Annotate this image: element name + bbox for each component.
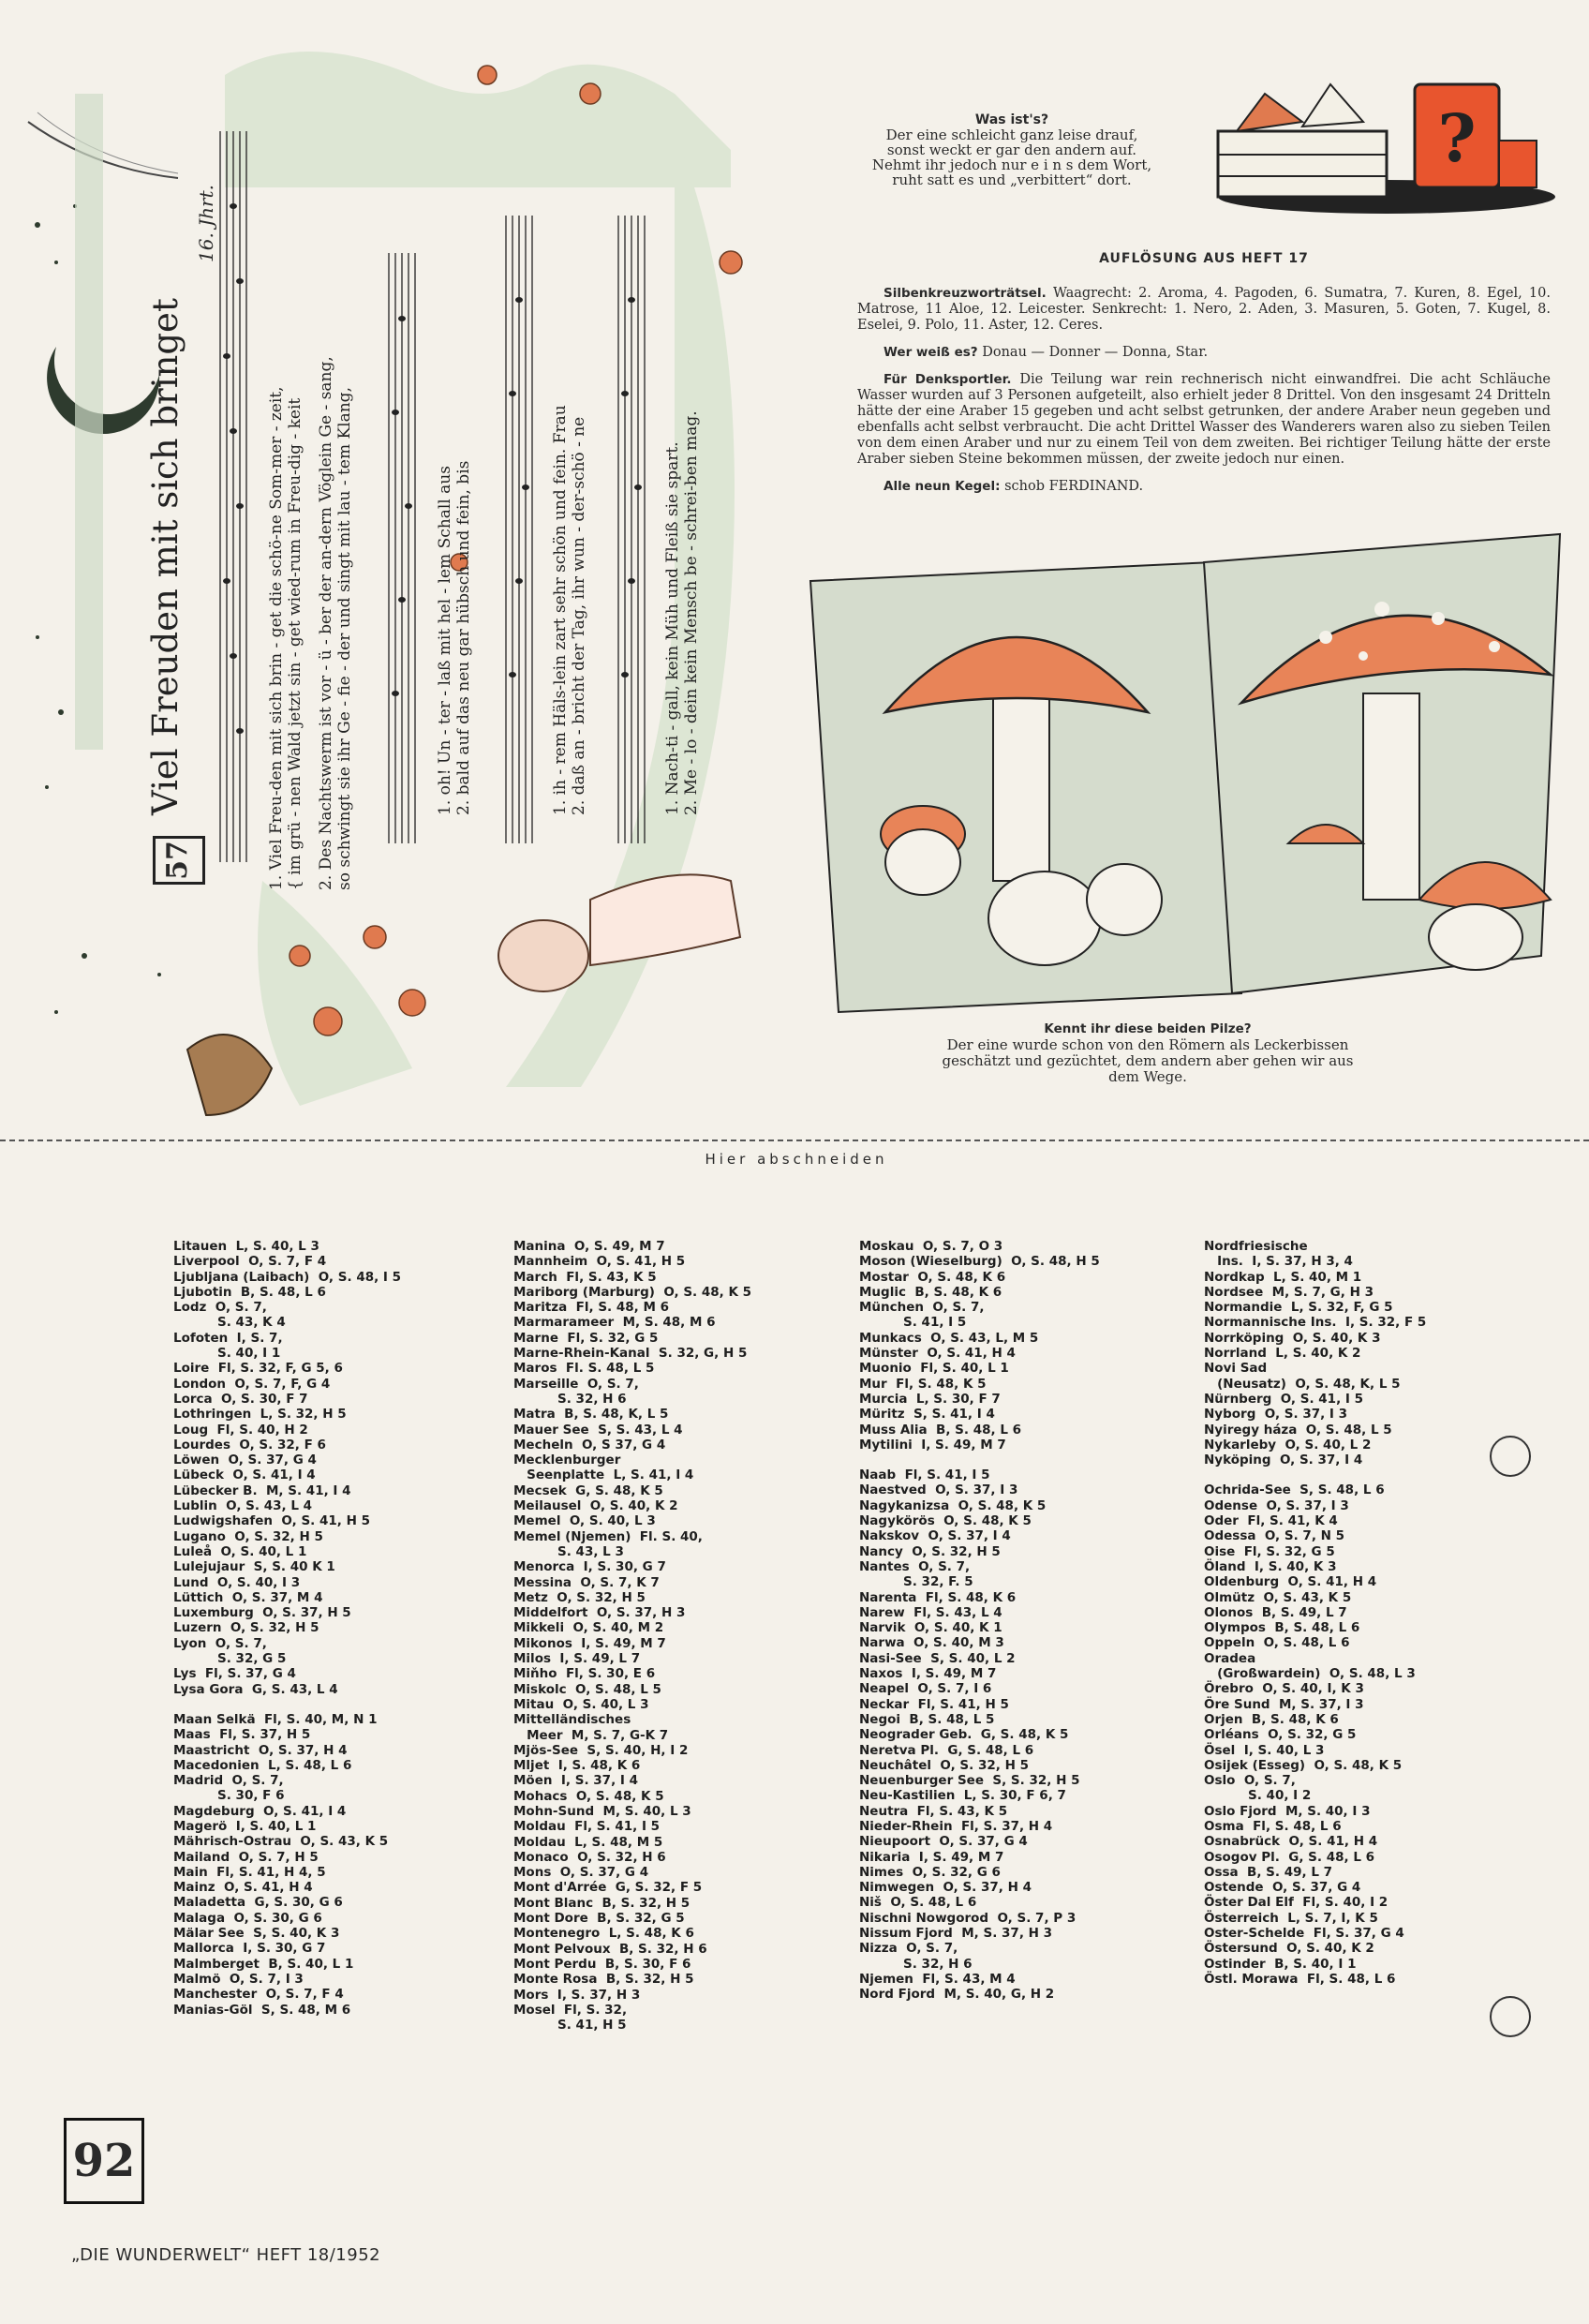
index-entry: Maan Selkä Fl, S. 40, M, N 1 bbox=[173, 1711, 378, 1727]
index-entry: Nantes O, S. 7, bbox=[859, 1558, 971, 1574]
index-entry: Lofoten I, S. 7, bbox=[173, 1330, 283, 1346]
mushroom-caption-text: Der eine wurde schon von den Römern als Leckerbissen geschätzt und gezüchtet, dem andern aber gehen wir aus dem Wege. bbox=[942, 1036, 1354, 1085]
index-entry: Lublin O, S. 43, L 4 bbox=[173, 1498, 313, 1514]
index-entry: Mauer See S, S. 43, L 4 bbox=[513, 1422, 683, 1438]
index-entry: Negoi B, S. 48, L 5 bbox=[859, 1711, 995, 1727]
index-column-2 bbox=[513, 1239, 851, 2033]
index-entry: Neretva Pl. G, S. 48, L 6 bbox=[859, 1742, 1034, 1758]
mushroom-illustration bbox=[801, 525, 1569, 1021]
index-entry: Mittelländisches bbox=[513, 1712, 631, 1728]
index-entry: Ochrida-See S, S. 48, L 6 bbox=[1204, 1482, 1385, 1498]
punch-hole bbox=[1490, 1996, 1531, 2037]
index-entry: Normandie L, S. 32, F, G 5 bbox=[1204, 1300, 1393, 1316]
solution-text: Waagrecht: 2. Aroma, 4. Pagoden, 6. Sumatra, 7. Kuren, 8. Egel, 10. Matrose, 11 Aloe, 12. Leicester. Senkrecht: 1. Nero, 2. Aden, 3. Masuren, 5. Goten, 7. Kugel, 8. Eselei, 9. Polo, 11. Aster, 12. Ceres. bbox=[857, 286, 1551, 333]
solution-text: schob FERDINAND. bbox=[1004, 479, 1144, 494]
index-entry: Möen I, S. 37, I 4 bbox=[513, 1773, 639, 1789]
index-entry: Nordkap L, S. 40, M 1 bbox=[1204, 1269, 1362, 1285]
index-entry: Nischni Nowgorod O, S. 7, P 3 bbox=[859, 1910, 1077, 1926]
index-entry: Nagykanizsa O, S. 48, K 5 bbox=[859, 1497, 1047, 1513]
index-entry: Muss Alia B, S. 48, L 6 bbox=[859, 1422, 1022, 1438]
index-entry: Miskolc O, S. 48, L 5 bbox=[513, 1681, 661, 1697]
index-entry: Mostar O, S. 48, K 6 bbox=[859, 1269, 1006, 1285]
index-entry: Lulejujaur S, S. 40 K 1 bbox=[173, 1559, 335, 1575]
index-entry: Neckar Fl, S. 41, H 5 bbox=[859, 1696, 1009, 1712]
index-entry: Narenta Fl, S. 48, K 6 bbox=[859, 1589, 1017, 1605]
index-entry: Mohacs O, S. 48, K 5 bbox=[513, 1788, 664, 1804]
index-entry: Nieupoort O, S. 37, G 4 bbox=[859, 1834, 1028, 1850]
index-entry: Litauen L, S. 40, L 3 bbox=[173, 1239, 319, 1254]
index-entry: Memel O, S. 40, L 3 bbox=[513, 1513, 656, 1529]
index-entry: Miňho Fl, S. 30, E 6 bbox=[513, 1666, 656, 1682]
index-entry: Mailand O, S. 7, H 5 bbox=[173, 1849, 319, 1865]
index-entry: Memel (Njemen) Fl. S. 40, bbox=[513, 1528, 703, 1544]
index-entry: Ljubljana (Laibach) O, S. 48, I 5 bbox=[173, 1269, 402, 1285]
lyric-line: 1. ih - rem Häls-lein zart sehr schön und fein. Frau bbox=[551, 405, 570, 815]
index-entry: (Großwardein) O, S. 48, L 3 bbox=[1204, 1666, 1416, 1682]
index-entry: Malmberget B, S. 40, L 1 bbox=[173, 1956, 354, 1972]
song-sheet bbox=[19, 37, 787, 1125]
mushroom-caption bbox=[928, 1021, 1368, 1085]
index-entry: Lodz O, S. 7, bbox=[173, 1300, 267, 1316]
index-entry: London O, S. 7, F, G 4 bbox=[173, 1376, 331, 1392]
index-entry: Olympos B, S. 48, L 6 bbox=[1204, 1620, 1360, 1636]
index-entry: Nyborg O, S. 37, I 3 bbox=[1204, 1407, 1348, 1423]
crate-illustration bbox=[1199, 56, 1565, 216]
index-entry: Seenplatte L, S. 41, I 4 bbox=[513, 1467, 694, 1483]
index-entry: Liverpool O, S. 7, F 4 bbox=[173, 1254, 327, 1270]
index-entry: Moldau L, S. 48, M 5 bbox=[513, 1834, 663, 1850]
index-entry: Oppeln O, S. 48, L 6 bbox=[1204, 1635, 1350, 1651]
index-entry: Madrid O, S. 7, bbox=[173, 1773, 284, 1789]
index-entry: Mont Dore B, S. 32, G 5 bbox=[513, 1911, 685, 1927]
index-gap bbox=[173, 1697, 511, 1712]
index-entry: Neograder Geb. G, S. 48, K 5 bbox=[859, 1727, 1069, 1743]
index-entry: Marne Fl, S. 32, G 5 bbox=[513, 1330, 659, 1346]
index-entry: Osnabrück O, S. 41, H 4 bbox=[1204, 1834, 1378, 1850]
index-entry: Narew Fl, S. 43, L 4 bbox=[859, 1604, 1002, 1620]
index-entry: S. 40, I 2 bbox=[1204, 1788, 1312, 1804]
index-entry: Mecheln O, S 37, G 4 bbox=[513, 1437, 666, 1452]
index-entry: Marseille O, S. 7, bbox=[513, 1376, 639, 1392]
index-entry: Middelfort O, S. 37, H 3 bbox=[513, 1605, 686, 1621]
index-entry: Ljubotin B, S. 48, L 6 bbox=[173, 1284, 326, 1300]
lyric-line: 1. oh! Un - ter - laß mit hel - lem Schall aus bbox=[436, 466, 454, 815]
index-entry: Ins. I, S. 37, H 3, 4 bbox=[1204, 1254, 1353, 1270]
index-entry: Oradea bbox=[1204, 1650, 1256, 1666]
index-entry: Mainz O, S. 41, H 4 bbox=[173, 1880, 313, 1896]
index-entry: Naxos I, S. 49, M 7 bbox=[859, 1666, 997, 1682]
index-entry: (Neusatz) O, S. 48, K, L 5 bbox=[1204, 1376, 1401, 1392]
index-entry: Lübecker B. M, S. 41, I 4 bbox=[173, 1482, 351, 1498]
index-entry: Nancy O, S. 32, H 5 bbox=[859, 1543, 1001, 1559]
index-entry: Matra B, S. 48, K, L 5 bbox=[513, 1407, 669, 1423]
solution-section bbox=[857, 251, 1551, 506]
index-entry: Manina O, S. 49, M 7 bbox=[513, 1239, 665, 1254]
lyric-line: { im grü - nen Wald jetzt sin - get wied-rum in Freu-dig - keit bbox=[286, 397, 304, 890]
solution-paragraph bbox=[857, 372, 1551, 468]
index-entry: Neu-Kastilien L, S. 30, F 6, 7 bbox=[859, 1788, 1066, 1804]
index-entry: Österreich L, S. 7, I, K 5 bbox=[1204, 1910, 1378, 1926]
lyric-line: 2. Des Nachtswerm ist vor - ü - ber der an-dern Vöglein Ge - sang, bbox=[317, 356, 335, 890]
index-entry: Mallorca I, S. 30, G 7 bbox=[173, 1941, 326, 1957]
index-entry: München O, S. 7, bbox=[859, 1300, 985, 1316]
index-entry: Oder Fl, S. 41, K 4 bbox=[1204, 1513, 1338, 1529]
index-entry: S. 40, I 1 bbox=[173, 1346, 281, 1362]
index-entry: Olmütz O, S. 43, K 5 bbox=[1204, 1589, 1352, 1605]
index-entry: Naestved O, S. 37, I 3 bbox=[859, 1482, 1018, 1498]
index-entry: Ludwigshafen O, S. 41, H 5 bbox=[173, 1513, 371, 1529]
index-entry: Main Fl, S. 41, H 4, 5 bbox=[173, 1864, 326, 1880]
index-entry: Oslo Fjord M, S. 40, I 3 bbox=[1204, 1803, 1371, 1819]
index-column-1 bbox=[173, 1239, 511, 2018]
solution-label: Alle neun Kegel: bbox=[884, 479, 1001, 494]
index-entry: S. 32, F. 5 bbox=[859, 1574, 973, 1590]
index-entry: Mors I, S. 37, H 3 bbox=[513, 1987, 641, 2003]
index-entry: Ostende O, S. 37, G 4 bbox=[1204, 1880, 1361, 1896]
punch-hole bbox=[1490, 1436, 1531, 1477]
index-entry: Lund O, S. 40, I 3 bbox=[173, 1574, 301, 1590]
index-entry: Neuchâtel O, S. 32, H 5 bbox=[859, 1757, 1029, 1773]
index-entry: Löwen O, S. 37, G 4 bbox=[173, 1452, 317, 1468]
index-entry: Nissum Fjord M, S. 37, H 3 bbox=[859, 1926, 1053, 1942]
index-entry: Njemen Fl, S. 43, M 4 bbox=[859, 1971, 1016, 1987]
index-entry: S. 30, F 6 bbox=[173, 1788, 285, 1804]
index-entry: Neuenburger See S, S. 32, H 5 bbox=[859, 1773, 1080, 1789]
footer: „DIE WUNDERWELT“ HEFT 18/1952 bbox=[71, 2245, 381, 2265]
index-entry: Nordfriesische bbox=[1204, 1239, 1308, 1254]
index-entry: Öre Sund M, S. 37, I 3 bbox=[1204, 1696, 1364, 1712]
index-entry: Nord Fjord M, S. 40, G, H 2 bbox=[859, 1987, 1055, 2003]
index-entry: Mont Pelvoux B, S. 32, H 6 bbox=[513, 1941, 707, 1957]
index-entry: Lugano O, S. 32, H 5 bbox=[173, 1528, 323, 1544]
index-entry: Niš O, S. 48, L 6 bbox=[859, 1895, 977, 1911]
index-entry: Manias-Göl S, S. 48, M 6 bbox=[173, 2002, 351, 2018]
index-entry: Mikonos I, S. 49, M 7 bbox=[513, 1635, 666, 1651]
index-entry: S. 32, H 6 bbox=[513, 1391, 627, 1407]
index-entry: Nimwegen O, S. 37, H 4 bbox=[859, 1880, 1032, 1896]
index-entry: Meilausel O, S. 40, K 2 bbox=[513, 1498, 678, 1514]
index-entry: S. 41, H 5 bbox=[513, 2018, 627, 2034]
index-entry: Mährisch-Ostrau O, S. 43, K 5 bbox=[173, 1834, 389, 1850]
index-entry: Nagykörös O, S. 48, K 5 bbox=[859, 1513, 1032, 1529]
index-entry: Lothringen L, S. 32, H 5 bbox=[173, 1407, 347, 1423]
index-entry: Milos I, S. 49, L 7 bbox=[513, 1651, 641, 1667]
solution-paragraph bbox=[857, 286, 1551, 334]
index-entry: Mont Blanc B, S. 32, H 5 bbox=[513, 1895, 691, 1911]
index-entry: Oster-Schelde Fl, S. 37, G 4 bbox=[1204, 1926, 1404, 1942]
index-entry: Maas Fl, S. 37, H 5 bbox=[173, 1727, 311, 1743]
index-entry: Örebro O, S. 40, I, K 3 bbox=[1204, 1681, 1364, 1697]
lyric-line: so schwingt sie ihr Ge - fie - der und singt mit lau - tem Klang, bbox=[335, 387, 354, 890]
index-entry: Lys Fl, S. 37, G 4 bbox=[173, 1666, 296, 1682]
index-entry: Mecsek G, S. 48, K 5 bbox=[513, 1482, 663, 1498]
index-entry: Luzern O, S. 32, H 5 bbox=[173, 1620, 319, 1636]
index-entry: Novi Sad bbox=[1204, 1361, 1268, 1377]
index-entry: Nyköping O, S. 37, I 4 bbox=[1204, 1452, 1363, 1468]
index-entry: Marmarameer M, S. 48, M 6 bbox=[513, 1315, 716, 1331]
solution-heading: AUFLÖSUNG AUS HEFT 17 bbox=[1099, 251, 1309, 266]
index-entry: Osijek (Esseg) O, S. 48, K 5 bbox=[1204, 1757, 1403, 1773]
index-entry: Moson (Wieselburg) O, S. 48, H 5 bbox=[859, 1254, 1100, 1270]
index-entry: Lourdes O, S. 32, F 6 bbox=[173, 1437, 326, 1452]
index-gap bbox=[859, 1452, 1196, 1467]
song-century: 16. Jhrt. bbox=[195, 184, 217, 262]
index-entry: Luleå O, S. 40, L 1 bbox=[173, 1543, 307, 1559]
index-entry: Mjös-See S, S. 40, H, I 2 bbox=[513, 1742, 689, 1758]
mushroom-caption-title: Kennt ihr diese beiden Pilze? bbox=[1044, 1021, 1252, 1036]
index-entry: Metz O, S. 32, H 5 bbox=[513, 1589, 646, 1605]
index-entry: Monte Rosa B, S. 32, H 5 bbox=[513, 1972, 694, 1988]
lyric-line: 1. Viel Freu-den mit sich brin - get die schö-ne Som-mer - zeit, bbox=[267, 386, 286, 890]
index-entry: Orléans O, S. 32, G 5 bbox=[1204, 1727, 1357, 1743]
lyric-line: 2. bald auf das neu gar hübsch und fein, bis bbox=[454, 460, 473, 815]
index-entry: Normannische Ins. I, S. 32, F 5 bbox=[1204, 1315, 1427, 1331]
index-entry: Moskau O, S. 7, O 3 bbox=[859, 1239, 1003, 1254]
cut-line bbox=[0, 1140, 1589, 1141]
cut-label: Hier abschneiden bbox=[705, 1151, 888, 1168]
index-entry: Maros Fl. S. 48, L 5 bbox=[513, 1361, 655, 1377]
index-entry: Öster Dal Elf Fl, S. 40, I 2 bbox=[1204, 1895, 1389, 1911]
index-entry: Norrköping O, S. 40, K 3 bbox=[1204, 1330, 1381, 1346]
index-entry: Murcia L, S. 30, F 7 bbox=[859, 1391, 1001, 1407]
index-entry: Lorca O, S. 30, F 7 bbox=[173, 1391, 308, 1407]
index-entry: Lübeck O, S. 41, I 4 bbox=[173, 1467, 316, 1483]
svg-text:?: ? bbox=[1437, 99, 1477, 177]
index-entry: Muglic B, S. 48, K 6 bbox=[859, 1284, 1002, 1300]
index-entry: Mannheim O, S. 41, H 5 bbox=[513, 1254, 686, 1270]
index-entry: Manchester O, S. 7, F 4 bbox=[173, 1987, 344, 2003]
index-entry: Meer M, S. 7, G-K 7 bbox=[513, 1727, 669, 1743]
index-entry: Loug Fl, S. 40, H 2 bbox=[173, 1422, 308, 1438]
riddle-line: sonst weckt er gar den andern auf. bbox=[886, 142, 1137, 158]
index-entry: Nyiregy háza O, S. 48, L 5 bbox=[1204, 1422, 1392, 1438]
index-entry: Malmö O, S. 7, I 3 bbox=[173, 1971, 304, 1987]
lyric-line: 2. Me - lo - dein kein Mensch be - schrei-ben mag. bbox=[682, 410, 701, 815]
index-entry: Östl. Morawa Fl, S. 48, L 6 bbox=[1204, 1971, 1396, 1987]
page-number: 92 bbox=[64, 2118, 144, 2204]
index-entry: Ossa B, S. 49, L 7 bbox=[1204, 1864, 1333, 1880]
index-entry: Magerö I, S. 40, L 1 bbox=[173, 1818, 317, 1834]
index-entry: Moldau Fl, S. 41, I 5 bbox=[513, 1819, 661, 1835]
index-column-3 bbox=[859, 1239, 1196, 2003]
index-entry: Mälar See S, S. 40, K 3 bbox=[173, 1926, 340, 1942]
index-entry: March Fl, S. 43, K 5 bbox=[513, 1269, 657, 1285]
index-entry: Odessa O, S. 7, N 5 bbox=[1204, 1528, 1345, 1544]
solution-text: Die Teilung war rein rechnerisch nicht einwandfrei. Die acht Schläuche Wasser wurden auf 3 Personen aufgeteilt, also erhielt jeder 8 Drittel. Von den insgesamt 24 Dritteln hätte der eine Araber 15 gegeben und acht selbst getrunken, der andere Araber neun gegeben und ebenfalls acht selbst verbraucht. Die acht Drittel Wasser des Wanderers waren also zu sieben Teilen von dem einen Araber und nur zu einem Teil von dem zweiten. Bei richtiger Teilung hätte der erste Araber sieben Steine bekommen müssen, der zweite jedoch nur einen. bbox=[857, 372, 1552, 467]
index-entry: Mont Perdu B, S. 30, F 6 bbox=[513, 1956, 691, 1972]
index-entry: Mljet I, S. 48, K 6 bbox=[513, 1758, 641, 1774]
lyric-line: 1. Nach-ti - gall, kein Müh und Fleiß sie spart. bbox=[663, 441, 682, 815]
index-entry: Muonio Fl, S. 40, L 1 bbox=[859, 1361, 1009, 1377]
index-entry: Nasi-See S, S. 40, L 2 bbox=[859, 1650, 1016, 1666]
riddle-line: Der eine schleicht ganz leise drauf, bbox=[885, 127, 1138, 143]
index-entry: Lyon O, S. 7, bbox=[173, 1635, 267, 1651]
index-entry: Maastricht O, S. 37, H 4 bbox=[173, 1742, 348, 1758]
index-entry: Nikaria I, S. 49, M 7 bbox=[859, 1849, 1004, 1865]
index-entry: Narvik O, S. 40, K 1 bbox=[859, 1620, 1002, 1636]
index-entry: S. 32, H 6 bbox=[859, 1956, 973, 1972]
index-entry: Lüttich O, S. 37, M 4 bbox=[173, 1589, 323, 1605]
index-entry: Müritz S, S. 41, I 4 bbox=[859, 1407, 995, 1423]
index-entry: Mikkeli O, S. 40, M 2 bbox=[513, 1620, 664, 1636]
index-entry: Olonos B, S. 49, L 7 bbox=[1204, 1604, 1347, 1620]
song-title: Viel Freuden mit sich bringet bbox=[145, 298, 186, 815]
index-entry: Ostinder B, S. 40, I 1 bbox=[1204, 1956, 1357, 1972]
index-entry: Mohn-Sund M, S. 40, L 3 bbox=[513, 1803, 691, 1819]
index-entry: Ösel I, S. 40, L 3 bbox=[1204, 1742, 1325, 1758]
solution-paragraph bbox=[857, 479, 1551, 495]
riddle-line: ruht satt es und „verbittert“ dort. bbox=[892, 171, 1132, 188]
index-entry: Maladetta G, S. 30, G 6 bbox=[173, 1895, 343, 1911]
index-entry: S. 43, K 4 bbox=[173, 1315, 286, 1331]
index-entry: Loire Fl, S. 32, F, G 5, 6 bbox=[173, 1361, 343, 1377]
index-entry: Mitau O, S. 40, L 3 bbox=[513, 1696, 649, 1712]
index-entry: Mosel Fl, S. 32, bbox=[513, 2002, 628, 2018]
index-entry: Maritza Fl, S. 48, M 6 bbox=[513, 1300, 670, 1316]
index-entry: Nizza O, S. 7, bbox=[859, 1941, 958, 1957]
index-entry: S. 32, G 5 bbox=[173, 1651, 287, 1667]
index-entry: Messina O, S. 7, K 7 bbox=[513, 1574, 660, 1590]
riddle-line: Nehmt ihr jedoch nur e i n s dem Wort, bbox=[871, 156, 1152, 173]
index-entry: Malaga O, S. 30, G 6 bbox=[173, 1910, 322, 1926]
index-column-4 bbox=[1204, 1239, 1541, 1987]
index-entry: S. 41, I 5 bbox=[859, 1315, 967, 1331]
index-entry: Mons O, S. 37, G 4 bbox=[513, 1865, 649, 1881]
index-entry: Mont d'Arrée G, S. 32, F 5 bbox=[513, 1880, 703, 1896]
index-entry: Nürnberg O, S. 41, I 5 bbox=[1204, 1391, 1364, 1407]
index-entry: Oslo O, S. 7, bbox=[1204, 1773, 1296, 1789]
index-entry: Nykarleby O, S. 40, L 2 bbox=[1204, 1437, 1372, 1452]
solution-text: Donau — Donner — Donna, Star. bbox=[982, 345, 1209, 360]
index-entry: Macedonien L, S. 48, L 6 bbox=[173, 1757, 352, 1773]
solution-paragraph bbox=[857, 345, 1551, 361]
index-entry: Oise Fl, S. 32, G 5 bbox=[1204, 1543, 1335, 1559]
index-entry: Mytilini I, S. 49, M 7 bbox=[859, 1437, 1006, 1452]
index-entry: Nimes O, S. 32, G 6 bbox=[859, 1864, 1001, 1880]
riddle bbox=[824, 112, 1199, 187]
index-entry: Naab Fl, S. 41, I 5 bbox=[859, 1467, 990, 1483]
index-entry: Neutra Fl, S. 43, K 5 bbox=[859, 1803, 1008, 1819]
solution-label: Für Denksportler. bbox=[884, 372, 1012, 387]
index-entry: Luxemburg O, S. 37, H 5 bbox=[173, 1605, 351, 1621]
solution-label: Wer weiß es? bbox=[884, 345, 978, 360]
song-number: 57 bbox=[153, 836, 205, 885]
index-entry: Marne-Rhein-Kanal S. 32, G, H 5 bbox=[513, 1346, 748, 1362]
index-entry: Magdeburg O, S. 41, I 4 bbox=[173, 1803, 347, 1819]
index-entry: Narwa O, S. 40, M 3 bbox=[859, 1635, 1004, 1651]
lyric-line: 2. daß an - bricht der Tag, ihr wun - der-schö - ne bbox=[570, 416, 588, 815]
index-entry: Mecklenburger bbox=[513, 1452, 621, 1468]
index-entry: Öland I, S. 40, K 3 bbox=[1204, 1558, 1337, 1574]
index-entry: Lysa Gora G, S. 43, L 4 bbox=[173, 1681, 338, 1697]
index-entry: Montenegro L, S. 48, K 6 bbox=[513, 1926, 694, 1942]
index-entry: Munkacs O, S. 43, L, M 5 bbox=[859, 1330, 1039, 1346]
index-entry: Odense O, S. 37, I 3 bbox=[1204, 1497, 1349, 1513]
index-entry: Monaco O, S. 32, H 6 bbox=[513, 1849, 666, 1865]
index-entry: Menorca I, S. 30, G 7 bbox=[513, 1559, 666, 1575]
index-entry: Münster O, S. 41, H 4 bbox=[859, 1346, 1016, 1362]
index-entry: Neapel O, S. 7, I 6 bbox=[859, 1681, 992, 1697]
index-entry: Mariborg (Marburg) O, S. 48, K 5 bbox=[513, 1284, 752, 1300]
index-entry: Nordsee M, S. 7, G, H 3 bbox=[1204, 1284, 1374, 1300]
index-gap bbox=[1204, 1467, 1541, 1482]
index-entry: Mur Fl, S. 48, K 5 bbox=[859, 1376, 987, 1392]
index-entry: Östersund O, S. 40, K 2 bbox=[1204, 1941, 1374, 1957]
riddle-title: Was ist's? bbox=[974, 112, 1049, 127]
index-entry: Osogov Pl. G, S. 48, L 6 bbox=[1204, 1849, 1375, 1865]
index-entry: Orjen B, S. 48, K 6 bbox=[1204, 1711, 1339, 1727]
index-entry: Norrland L, S. 40, K 2 bbox=[1204, 1346, 1361, 1362]
index-entry: Nakskov O, S. 37, I 4 bbox=[859, 1528, 1011, 1544]
index-entry: Osma Fl, S. 48, L 6 bbox=[1204, 1818, 1342, 1834]
index-entry: Nieder-Rhein Fl, S. 37, H 4 bbox=[859, 1818, 1053, 1834]
solution-label: Silbenkreuzworträtsel. bbox=[884, 286, 1047, 301]
index-entry: S. 43, L 3 bbox=[513, 1543, 624, 1559]
index-entry: Oldenburg O, S. 41, H 4 bbox=[1204, 1574, 1377, 1590]
